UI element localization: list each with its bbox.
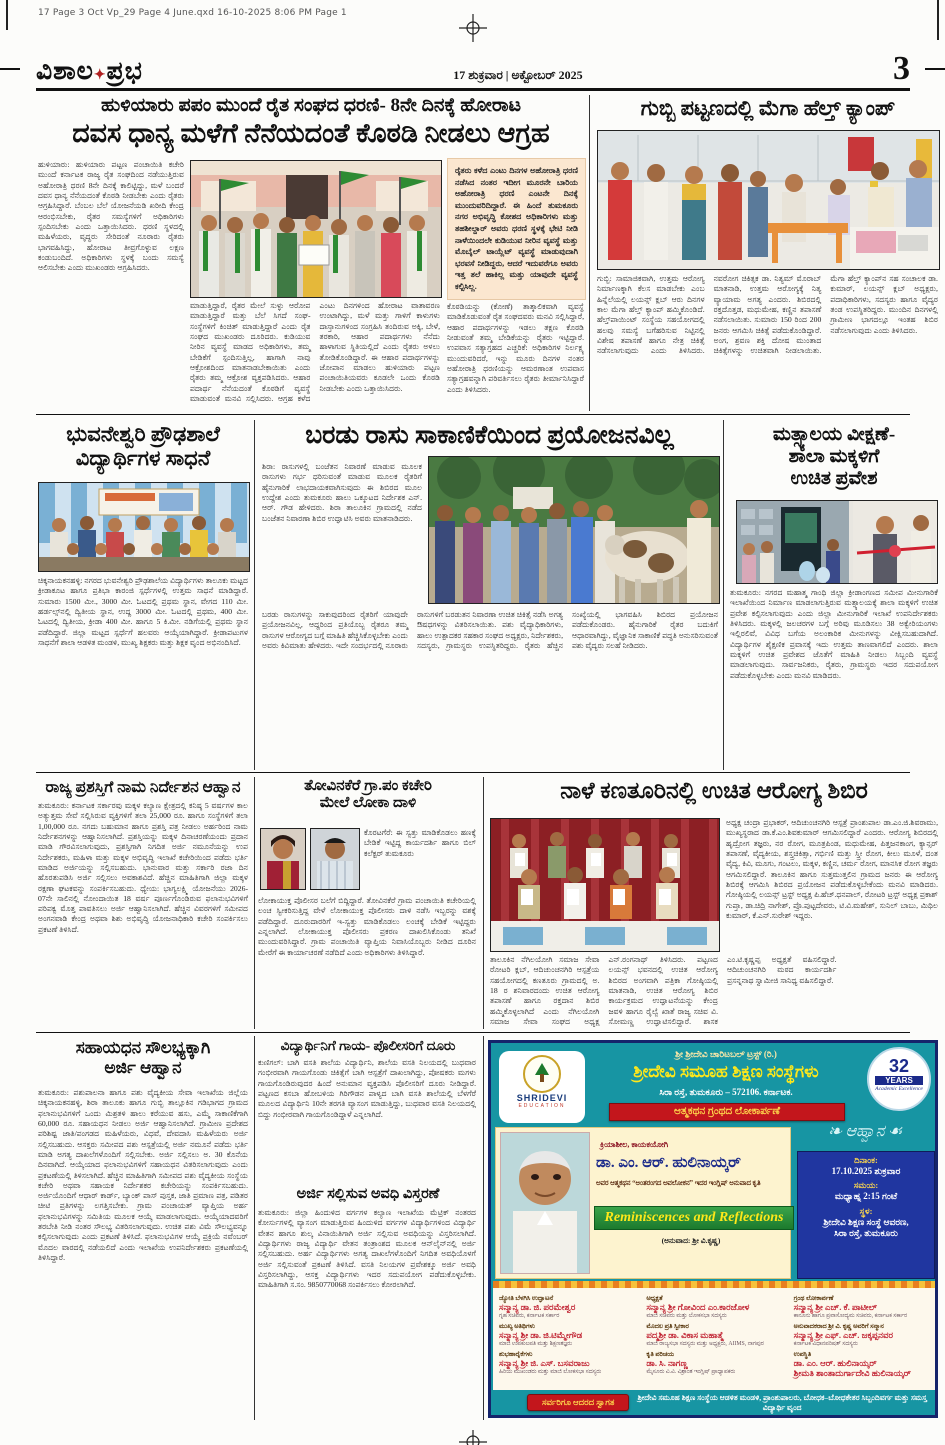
guest-name: ಸನ್ಮಾನ್ಯ ಶ್ರೀ ಎಫ್. ಎಚ್. ಜಕ್ಕಪ್ಪನವರ bbox=[793, 1329, 894, 1340]
guest-column-2 bbox=[640, 1288, 787, 1390]
ad-ribbon-title: ಆತ್ಮಕಥನ ಗ್ರಂಥದ ಲೋಕಾರ್ಪಣೆ bbox=[609, 1103, 845, 1121]
award-headline: ರಾಜ್ಯ ಪ್ರಶಸ್ತಿಗೆ ನಾಮ ನಿರ್ದೇಶನ ಆಹ್ವಾನ bbox=[45, 779, 241, 796]
subsidy-headline-line2: ಅರ್ಜಿ ಆಹ್ವಾನ bbox=[104, 1057, 182, 1077]
guest-sub: ಮಾಜಿ ಸಚಿವರು ಮತ್ತು ಲೋಕಸಭಾ ಸದಸ್ಯರು bbox=[646, 1312, 727, 1319]
guest-role: ಕೃತಿ ಪರಿಚಯ bbox=[646, 1350, 675, 1358]
cattle-headline: ಬರಡು ರಾಸು ಸಾಕಾಣಿಕೆಯಿಂದ ಪ್ರಯೋಜನವಿಲ್ಲ bbox=[305, 422, 674, 449]
camp-photo-press-meet bbox=[490, 818, 720, 952]
subsidy-headline-line1: ಸಹಾಯಧನ ಸೌಲಭ್ಯಕ್ಕಾಗಿ bbox=[75, 1038, 211, 1057]
ad-invite-script: ಆಹ್ವಾನ bbox=[845, 1123, 885, 1140]
ad-org-name: ಶ್ರೀದೇವಿ ಸಮೂಹ ಶಿಕ್ಷಣ ಸಂಸ್ಥೆಗಳು bbox=[633, 1062, 819, 1081]
guest-name-2: ಶ್ರೀಮತಿ ಶಾಂತಾದುರ್ಗಾದೇವಿ ಹುಲಿನಾಯ್ಕರ್ bbox=[793, 1367, 912, 1378]
aquarium-headline-line1: ಮತ್ಸ್ಯಾಲಯ ವೀಕ್ಷಣೆ- bbox=[772, 424, 896, 445]
school-body: ಚಿಕ್ಕನಾಯಕನಹಳ್ಳಿ: ನಗರದ ಭುವನೇಶ್ವರಿ ಪ್ರೌಢಶಾಲೆಯ ವಿದ್ಯಾರ್ಥಿಗಳು ತಾಲೂಕು ಮಟ್ಟದ ಕ್ರೀಡಾಕೂಟ ಹಾಗೂ ಪ್ರತಿಭಾ ಕಾರಂಜಿ ಸ್ಪರ್ಧೆಗಳಲ್ಲಿ ಉತ್ತಮ ಸಾಧನೆ ಮಾಡಿದ್ದಾರೆ. ಸುಮಾರು 1500 ಮೀ., 3000 ಮೀ. ಓಟದಲ್ಲಿ ಪ್ರಥಮ ಸ್ಥಾನ, ವೇಗದ 110 ಮೀ. ಹರ್ಡಲ್ಸ್‌ನಲ್ಲಿ ದ್ವಿತೀಯ ಸ್ಥಾನ, ಉದ್ದ 3000 ಮೀ. ಓಟದಲ್ಲಿ ಪ್ರಥಮ, 400 ಮೀ. ಓಟದಲ್ಲಿ ದ್ವಿತೀಯ, ಕ್ರೀಡಾ 400 ಮೀ. ಹಾಗೂ 5 ಕಿ.ಮೀ. ನಡಿಗೆಯಲ್ಲಿ ಪ್ರಥಮ ಸ್ಥಾನ ಪಡೆದಿದ್ದಾರೆ. ಜಿಲ್ಲಾ ಮಟ್ಟದ ಸ್ಪರ್ಧೆಗೆ ಹಲವರು ಆಯ್ಕೆಯಾಗಿದ್ದಾರೆ. ಕ್ರೀಡಾಪಟುಗಳ ಸಾಧನೆಗೆ ಶಾಲಾ ಆಡಳಿತ ಮಂಡಳಿ, ಮುಖ್ಯ ಶಿಕ್ಷಕರು ಮತ್ತು ಶಿಕ್ಷಕ ವೃಂದ ಅಭಿನಂದಿಸಿದೆ. bbox=[38, 576, 248, 647]
aquarium-photo bbox=[736, 500, 938, 584]
aquarium-inauguration-illustration bbox=[737, 501, 937, 583]
guest-role: ಉಪಸ್ಥಿತಿ bbox=[793, 1350, 812, 1358]
badge-excellence: Academic Excellence bbox=[875, 1086, 923, 1092]
loka-portrait-accused-1 bbox=[260, 828, 306, 890]
gubbi-body: ಗುಬ್ಬಿ: ಸಾಮಾಜಿಕವಾಗಿ, ಉತ್ತಮ ಆರೋಗ್ಯ ನಿರ್ಮಾಣಕ್ಕಾಗಿ ಕೆಲಸ ಮಾಡಬೇಕು ಎಂಬ ಹಿನ್ನೆಲೆಯಲ್ಲಿ ಲಯನ್ಸ್ ಕ್ಲಬ್ ಆರು ದಿನಗಳ ಕಾಲ ಮೆಗಾ ಹೆಲ್ತ್ ಕ್ಯಾಂಪ್ ಹಮ್ಮಿಕೊಂಡಿದೆ. ಹೆಲ್ತ್‌ಪಾಯಿಂಟ್ ಸಂಸ್ಥೆಯ ಸಹಯೋಗದಲ್ಲಿ ಹಲವು ಸಮಸ್ಯೆ ಬಗೆಹರಿಸುವ ನಿಟ್ಟಿನಲ್ಲಿ ವಿಶೇಷ ತಪಾಸಣೆ ಹಾಗೂ ನೇತ್ರ ಚಿಕಿತ್ಸೆ ನಡೆಸಲಾಗುವುದು ಎಂದು ತಿಳಿಸಿದರು. ನವರೋಗ ಚಿಕಿತ್ಸಕ ಡಾ. ನಿತ್ಯಮ್ ಮೊರಾಬ್ ಮಾತನಾಡಿ, ಉತ್ತಮ ಆರೋಗ್ಯಕ್ಕೆ ನಿತ್ಯ ವ್ಯಾಯಾಮ ಅಗತ್ಯ ಎಂದರು. ಶಿಬಿರದಲ್ಲಿ ರಕ್ತದೊತ್ತಡ, ಮಧುಮೇಹ, ಕಣ್ಣಿನ ತಪಾಸಣೆ ನಡೆಸಲಾಯಿತು. ಸುಮಾರು 150 ರಿಂದ 200 ಜನರು ಆಗಮಿಸಿ ಚಿಕಿತ್ಸೆ ಪಡೆದುಕೊಂಡಿದ್ದಾರೆ. ಅಂಗ, ಶ್ರವಣ ಶಕ್ತಿ ದೋಷ ಮುಂತಾದ ಚಿಕಿತ್ಸೆಗಳನ್ನು ಉಚಿತವಾಗಿ ನೀಡಲಾಯಿತು. ಮೆಗಾ ಹೆಲ್ತ್ ಕ್ಯಾಂಪ್‌ನ ಸಹ ಸಂಚಾಲಕ ಡಾ. ಕುಮಾರ್, ಲಯನ್ಸ್ ಕ್ಲಬ್ ಅಧ್ಯಕ್ಷರು, ಪದಾಧಿಕಾರಿಗಳು, ಸದಸ್ಯರು ಹಾಗೂ ವೈದ್ಯರ ತಂಡ ಉಪಸ್ಥಿತರಿದ್ದರು. ಮುಂದಿನ ದಿನಗಳಲ್ಲಿ ಗ್ರಾಮೀಣ ಭಾಗದಲ್ಲೂ ಇಂತಹ ಶಿಬಿರ ನಡೆಸಲಾಗುವುದು ಎಂದು ತಿಳಿಸಿದರು. bbox=[597, 274, 938, 356]
divider-band4-right bbox=[483, 1036, 484, 1420]
ad-32-years-badge bbox=[867, 1047, 931, 1111]
cattle-photo-camp bbox=[428, 456, 720, 604]
camp-col-c: ಅಧ್ಯಕ್ಷ ಚಂದ್ರಾ ಪ್ರಭಾಕರ್, ಆದಿಚುಂಚನಗಿರಿ ಆಸ್ಪತ್ರೆ ಪ್ರಾಂಶುಪಾಲ ಡಾ.ಎಂ.ಜಿ.ಶಿವರಾಮು, ಮುಖ್ಯಸ್ಥರಾದ ಡಾ.ಕೆ.ಎಂ.ಶಿವಕುಮಾರ್ ಆಗಮಿಸಲಿದ್ದಾರೆ ಎಂದರು. ಆರೋಗ್ಯ ಶಿಬಿರದಲ್ಲಿ ಹೃದ್ರೋಗ ತಜ್ಞರು, ನರ ರೋಗ, ಮೂತ್ರಪಿಂಡ, ಮಧುಮೇಹ, ಪಿತ್ತಜನಕಾಂಗ, ಕ್ಯಾನ್ಸರ್ ತಪಾಸಣೆ, ವೈದ್ಯಕೀಯ, ಶಸ್ತ್ರಚಿಕಿತ್ಸಾ, ಗರ್ಭಿಣಿ ಮತ್ತು ಸ್ತ್ರೀ ರೋಗ, ಕೀಲು ಮೂಳೆ, ದಂತ ವೈದ್ಯ, ಕಿವಿ, ಮೂಗು, ಗಂಟಲು, ಮಕ್ಕಳ, ಕಣ್ಣಿನ, ಚರ್ಮ ರೋಗ, ಮಾನಸಿಕ ರೋಗ ತಜ್ಞರು ಆಗಮಿಸಲಿದ್ದಾರೆ. ತಾಲೂಕಿನ ಹಾಗೂ ಸುತ್ತಮುತ್ತಲಿನ ಗ್ರಾಮದ ಜನರು ಈ ಆರೋಗ್ಯ ಶಿಬಿರಕ್ಕೆ ಆಗಮಿಸಿ ಶಿಬಿರದ ಪ್ರಯೋಜನ ಪಡೆದುಕೊಳ್ಳಬೇಕೆಂದು ಮನವಿ ಮಾಡಿದರು. ಗೋಷ್ಠಿಯಲ್ಲಿ ಲಯನ್ಸ್ ಟ್ರಸ್ಟ್ ಅಧ್ಯಕ್ಷ ಪಿ.ಹೆಚ್.ಧನಪಾಲ್, ರೋಟರಿ ಟ್ರಸ್ಟ್ ಅಧ್ಯಕ್ಷ ಪ್ರಕಾಶ್ ಗುಪ್ತಾ, ಡಾ.ಚಿದ್ರಿ ನಾಗೇಶ್, ಪ್ರೊ.ಪುಟ್ಟದೇವರು, ಟಿ.ವಿ.ಮಹೇಶ್, ಸುನಿಲ್ ಬಾಬು, ಮಿಥಿಲ ಕುಮಾರ್, ಕೆ.ಎನ್.ಸುರೇಶ್ ಇದ್ದರು. bbox=[726, 818, 938, 920]
ad-decorative-strip bbox=[493, 1281, 935, 1288]
guest-sub: ಮಾಜಿ ಉಪಕುಲಪತಿ ಮತ್ತು ಶಿಕ್ಷಣತಜ್ಞರು bbox=[499, 1340, 573, 1347]
extension-body: ತುಮಕೂರು: ಜಿಲ್ಲಾ ಹಿಂದುಳಿದ ವರ್ಗಗಳ ಕಲ್ಯಾಣ ಇಲಾಖೆಯ ಮೆಟ್ರಿಕ್ ನಂತರದ ಕೋರ್ಸುಗಳಲ್ಲಿ ವ್ಯಾಸಂಗ ಮಾಡುತ್ತಿರುವ ಹಿಂದುಳಿದ ವರ್ಗಗಳ ವಿದ್ಯಾರ್ಥಿಗಳಿಂದ ವಿದ್ಯಾರ್ಥಿ ವೇತನ ಹಾಗೂ ಶುಲ್ಕ ವಿನಾಯಿತಿಗಾಗಿ ಅರ್ಜಿ ಸಲ್ಲಿಸುವ ಅವಧಿಯನ್ನು ವಿಸ್ತರಿಸಲಾಗಿದೆ. ವಿದ್ಯಾರ್ಥಿಗಳು ರಾಜ್ಯ ವಿದ್ಯಾರ್ಥಿ ವೇತನ ತಂತ್ರಾಂಶದ ಮೂಲಕ ಆನ್‌ಲೈನ್‌ನಲ್ಲಿ ಅರ್ಜಿ ಸಲ್ಲಿಸಬಹುದು. ಅರ್ಹ ವಿದ್ಯಾರ್ಥಿಗಳು ಅಗತ್ಯ ದಾಖಲೆಗಳೊಂದಿಗೆ ನಿಗದಿತ ಅವಧಿಯೊಳಗೆ ಅರ್ಜಿ ಸಲ್ಲಿಸುವಂತೆ ಪ್ರಕಟಣೆ ತಿಳಿಸಿದೆ. ವಸತಿ ನಿಲಯಗಳ ಪ್ರವೇಶಕ್ಕೂ ಅರ್ಜಿ ಅವಧಿ ವಿಸ್ತರಿಸಲಾಗಿದ್ದು, ಆಸಕ್ತ ವಿದ್ಯಾರ್ಥಿಗಳು ಇದರ ಸದುಪಯೋಗ ಪಡೆದುಕೊಳ್ಳಬೇಕು. ಮಾಹಿತಿಗಾಗಿ ಸ.ಸಂ. 9850770068 ಸಂಪರ್ಕಿಸಲು ಕೋರಲಾಗಿದೆ. bbox=[258, 1208, 476, 1290]
ad-schedule-panel bbox=[797, 1151, 935, 1279]
loka-headline-line2: ಮೇಲೆ ಲೋಕಾ ದಾಳಿ bbox=[319, 795, 417, 812]
students-achievement-illustration bbox=[39, 483, 249, 571]
school-photo-students bbox=[38, 482, 250, 572]
main-col1: ಹುಳಿಯಾರು: ಹುಳಿಯಾರು ಪಟ್ಟಣ ಪಂಚಾಯಿತಿ ಕಚೇರಿ ಮುಂದೆ ಕರ್ನಾಟಕ ರಾಜ್ಯ ರೈತ ಸಂಘದಿಂದ ನಡೆಯುತ್ತಿರುವ ಅಹೋರಾತ್ರಿ ಧರಣಿ 8ನೇ ದಿನಕ್ಕೆ ಕಾಲಿಟ್ಟಿದ್ದು, ಮಳೆ ಬಂದರೆ ದವಸ ಧಾನ್ಯ ನೆನೆಯದಂತೆ ಕೊಠಡಿ ನೀಡಬೇಕು ಎಂದು ರೈತರು ಆಗ್ರಹಿಸಿದ್ದಾರೆ. ಬೆಂಬಲ ಬೆಲೆ ಯೋಜನೆಯಡಿ ಖರೀದಿ ಕೇಂದ್ರ ಆರಂಭಿಸಬೇಕು, ರೈತರ ಸಮಸ್ಯೆಗಳಿಗೆ ಅಧಿಕಾರಿಗಳು ಸ್ಪಂದಿಸಬೇಕು ಎಂದು ಒತ್ತಾಯಿಸಿದರು. ಧರಣಿ ಸ್ಥಳದಲ್ಲಿ ಮಹಿಳೆಯರು, ವೃದ್ಧರು ಸೇರಿದಂತೆ ನೂರಾರು ರೈತರು ಭಾಗವಹಿಸಿದ್ದು, ಹೋರಾಟ ತೀವ್ರಗೊಳ್ಳುವ ಲಕ್ಷಣ ಕಂಡುಬಂದಿದೆ. ಅಧಿಕಾರಿಗಳು ಸ್ಥಳಕ್ಕೆ ಬಂದು ಸಮಸ್ಯೆ ಆಲಿಸಬೇಕು ಎಂದು ಮುಖಂಡರು ಆಗ್ರಹಿಸಿದರು. bbox=[38, 160, 184, 273]
guest-role: ಮುಖ್ಯ ಅತಿಥಿಗಳು bbox=[499, 1322, 535, 1330]
guest-sub: ಕರ್ನಾಟಕ ವಿಧಾನಪರಿಷತ್ ಸದಸ್ಯರು bbox=[793, 1340, 858, 1347]
aquarium-headline-line2: ಶಾಲಾ ಮಕ್ಕಳಿಗೆ bbox=[788, 445, 880, 467]
flourish-icon-2: ☙ bbox=[884, 1123, 902, 1140]
injury-body: ಕುಣಿಗಲ್: ಬಾಗಿ ವಸತಿ ಶಾಲೆಯ ವಿದ್ಯಾರ್ಥಿನಿ, ಶಾಲೆಯ ವಸತಿ ನಿಲಯದಲ್ಲಿ ಬುಧವಾರ ಗಂಭೀರವಾಗಿ ಗಾಯಗೊಂಡು ಚಿಕಿತ್ಸೆಗೆ ಬಾಗಿ ಆಸ್ಪತ್ರೆಗೆ ದಾಖಲಾಗಿದ್ದು, ಪೋಷಕರು ಮಗಳು ಗಾಯಗೊಂಡಿರುವುದರ ಹಿಂದೆ ಅನುಮಾನ ವ್ಯಕ್ತಪಡಿಸಿ ಪೊಲೀಸರಿಗೆ ದೂರು ನೀಡಿದ್ದಾರೆ. ಪಟ್ಟಣದ ಕಸಬಾ ಹೋಬಳಿಯ ಗಿರಿಗೌಡನ ಪಾಳ್ಯದ ಬಾಗಿ ವಸತಿ ಶಾಲೆಯಲ್ಲಿ ಬೆಳಗೆರೆ ಮೂಲದ ವಿದ್ಯಾರ್ಥಿನಿ 10ನೇ ತರಗತಿ ವ್ಯಾಸಂಗ ಮಾಡುತ್ತಿದ್ದು, ಬುಧವಾರ ವಸತಿ ನಿಲಯದಲ್ಲಿ ಬಿದ್ದು ಗಂಭೀರವಾಗಿ ಗಾಯಗೊಂಡಿದ್ದಾಳೆ ಎನ್ನಲಾಗಿದೆ. bbox=[258, 1058, 476, 1119]
guest-sub: ಮಾಜಿ ರಾಜ್ಯಸಭಾ ಸದಸ್ಯರು ಮತ್ತು ಅಧ್ಯಕ್ಷರು, AIIMS, ನಾಗಪುರ bbox=[646, 1340, 764, 1347]
masthead-date: 17 ಶುಕ್ರವಾರ | ಅಕ್ಟೋಬರ್ 2025 bbox=[453, 68, 583, 82]
crop-mark-left bbox=[0, 68, 20, 70]
ad-welcome-text: ಶ್ರೀದೇವಿ ಸಮೂಹ ಶಿಕ್ಷಣ ಸಂಸ್ಥೆಯ ಆಡಳಿತ ಮಂಡಳಿ, ಪ್ರಾಂಶುಪಾಲರು, ಬೋಧಕ–ಬೋಧಕೇತರ ಸಿಬ್ಬಂದಿವರ್ಗ ಮತ್ತು ಸಮಸ್ತ ವಿದ್ಯಾರ್ಥಿ ವೃಂದ bbox=[637, 1392, 927, 1412]
ad-guest-list bbox=[493, 1288, 935, 1390]
loka-headline-line1: ತೋವಿನಕೆರೆ ಗ್ರಾ.ಪಂ ಕಚೇರಿ bbox=[304, 778, 432, 794]
guest-sub: ಹಿರಿಯ ಮುಖಂಡರು ಮತ್ತು ಮಾಜಿ ಲೋಕಸಭಾ ಸದಸ್ಯರು bbox=[499, 1368, 602, 1375]
guest-name: ಡಾ. ಎಂ. ಆರ್. ಹುಲಿನಾಯ್ಕರ್ bbox=[793, 1357, 877, 1368]
band3-bottom-rule bbox=[36, 1032, 910, 1033]
ad-time-value: ಮಧ್ಯಾಹ್ನ 2:15 ಗಂಟೆ bbox=[834, 1191, 898, 1202]
guest-name: ಸನ್ಮಾನ್ಯ ಶ್ರೀ ಡಾ. ಜಿ.ಟಿಮ್ಮೇಗೌಡ bbox=[499, 1329, 583, 1340]
guest-name: ಸನ್ಮಾನ್ಯ ಶ್ರೀ ಜಿ. ಎಸ್. ಬಸವರಾಜು bbox=[499, 1357, 590, 1368]
accused-woman-portrait bbox=[261, 829, 305, 889]
camp-cols-ab bbox=[490, 955, 837, 1029]
guest-role: ಅಧ್ಯಕ್ಷತೆ bbox=[646, 1295, 663, 1302]
ad-place-value2: ಸಿರಾ ರಸ್ತೆ, ತುಮಕೂರು bbox=[834, 1227, 898, 1238]
ad-translator: (ಅನುವಾದ: ಶ್ರೀ ವಿ.ಕೃಷ್ಣ) bbox=[661, 1236, 721, 1245]
shridevi-logo-name: SHRIDEVI bbox=[516, 1093, 568, 1103]
main-photo-farmers-protest bbox=[190, 160, 442, 298]
crop-mark-top-left bbox=[6, 0, 8, 30]
school-headline bbox=[36, 422, 250, 470]
ad-honoree-photo bbox=[500, 1132, 590, 1274]
school-headline-line1: ಭುವನೇಶ್ವರಿ ಪ್ರೌಢಶಾಲೆ bbox=[66, 422, 220, 446]
aquarium-headline-line3: ಉಚಿತ ಪ್ರವೇಶ bbox=[790, 467, 878, 489]
injury-headline: ವಿದ್ಯಾರ್ಥಿನಿಗೆ ಗಾಯ- ಪೊಲೀಸರಿಗೆ ದೂರು bbox=[280, 1038, 456, 1053]
guest-role: ಜ್ಯೋತಿ ಬೆಳಗಿಸಿ ಉದ್ಘಾಟನೆ bbox=[499, 1295, 554, 1302]
guest-name: ಸನ್ಮಾನ್ಯ ಶ್ರೀ ಎಚ್. ಕೆ. ಪಾಟೀಲ್ bbox=[793, 1302, 877, 1312]
honoree-portrait-illustration bbox=[501, 1133, 589, 1273]
ad-book-line: ಅವರ ಆತ್ಮಕಥನ “ಅಂತರಂಗದ ಅವಲೋಕನ” ಇದರ ಇಂಗ್ಲಿಷ್ ಅನುವಾದ ಕೃತಿ bbox=[596, 1180, 761, 1187]
accused-man-portrait bbox=[311, 829, 359, 889]
guest-sub: ಕಾನೂನು ಹಾಗೂ ಪ್ರವಾಸೋದ್ಯಮ ಸಚಿವರು, ಕರ್ನಾಟಕ ಸರ್ಕಾರ bbox=[793, 1312, 908, 1319]
divider-band2-left bbox=[254, 420, 255, 770]
ad-address: ಸಿರಾ ರಸ್ತೆ, ತುಮಕೂರು – 572106. ಕರ್ನಾಟಕ. bbox=[659, 1087, 793, 1097]
ad-invite-flourish bbox=[797, 1123, 933, 1141]
ad-time-label: ಸಮಯ: bbox=[853, 1180, 879, 1191]
main-col23 bbox=[190, 301, 440, 409]
main-highlight-box: ರೈತರು ಕಳೆದ ಎಂಟು ದಿನಗಳ ಅಹೋರಾತ್ರಿ ಧರಣಿ ನಡೆಸಿದ ನಂತರ ಇದೀಗ ಮೂರನೇ ಬಾರಿಯ ಅಹೋರಾತ್ರಿ ಧರಣಿ ಎಂಟನೇ ದಿನಕ್ಕೆ ಮುಂದುವರಿದಿದ್ದಾರೆ. ಈ ಹಿಂದೆ ತುಮಕೂರು ನಗರ ಅಭಿವೃದ್ಧಿ ಕೋಶದ ಅಧಿಕಾರಿಗಳು ಮತ್ತು ತಹಶೀಲ್ದಾರ್ ಅವರು ಧರಣಿ ಸ್ಥಳಕ್ಕೆ ಭೇಟಿ ನೀಡಿ ನಾಳೆಯಿಂದಲೇ ಕುಡಿಯುವ ನೀರಿನ ವ್ಯವಸ್ಥೆ ಮತ್ತು ಮೊಬೈಲ್ ಟಾಯ್ಲೆಟ್ ವ್ಯವಸ್ಥೆ ಮಾಡುವುದಾಗಿ ಭರವಸೆ ನೀಡಿದ್ದರು, ಆದರೆ ಇದುವರೆಗೂ ಅವರು ಇತ್ತ ತಲೆ ಹಾಕಿಲ್ಲ ಮತ್ತು ಯಾವುದೇ ವ್ಯವಸ್ಥೆ ಕಲ್ಪಿಸಿಲ್ಲ. bbox=[447, 158, 586, 300]
ad-trust-line: ಶ್ರೀ ಶ್ರೀದೇವಿ ಚಾರಿಟಬಲ್ ಟ್ರಸ್ಟ್ (ರಿ.) bbox=[675, 1049, 777, 1059]
shridevi-logo-sub: EDUCATION bbox=[518, 1103, 566, 1109]
badge-32: 32 bbox=[888, 1056, 910, 1076]
guest-role: ಅನುವಾದಕರಾದ ಶ್ರೀ ವಿ. ಕೃಷ್ಣ ಅವರಿಗೆ ಸನ್ಮಾನ bbox=[793, 1322, 884, 1330]
masthead-rule bbox=[36, 88, 910, 91]
registration-mark-top bbox=[459, 14, 487, 42]
band2-bottom-rule bbox=[36, 772, 910, 773]
subsidy-body: ತುಮಕೂರು: ಪಶುಪಾಲನಾ ಹಾಗೂ ಪಶು ವೈದ್ಯಕೀಯ ಸೇವಾ ಇಲಾಖೆಯ ಜಿಲ್ಲೆಯ ಚಿಕ್ಕನಾಯಕನಹಳ್ಳಿ, ಶಿರಾ ತಾಲೂಕು ಹಾಗೂ ಗುಬ್ಬಿ ತಾಲ್ಲೂಕಿನ ಗಡಿಭಾಗದ ಗ್ರಾಮದ ಫಲಾನುಭವಿಗಳಿಗೆ ಒಂದು ಮಿಶ್ರತಳಿ ಹಾಲು ಕರೆಯುವ ಹಸು, ಎಮ್ಮೆ ಸಾಕಾಣಿಕೆಗಾಗಿ 60,000 ರೂ. ಸಹಾಯಧನ ನೀಡಲು ಅರ್ಜಿ ಆಹ್ವಾನಿಸಲಾಗಿದೆ. ಗ್ರಾಮೀಣ ಪ್ರದೇಶದ ಪರಿಶಿಷ್ಟ ಜಾತಿ/ಪಂಗಡದ ಮಹಿಳೆಯರು, ವಿಧವೆ, ದೇವದಾಸಿ ಮಹಿಳೆಯರು ಅರ್ಜಿ ಸಲ್ಲಿಸಬಹುದು. ಆಸಕ್ತರು ಸಮೀಪದ ಪಶು ಆಸ್ಪತ್ರೆಯಲ್ಲಿ ಅರ್ಜಿ ನಮೂನೆ ಪಡೆದು ಭರ್ತಿ ಮಾಡಿ ಅಗತ್ಯ ದಾಖಲೆಗಳೊಂದಿಗೆ ಸಲ್ಲಿಸಬೇಕು. ಅರ್ಜಿ ಸಲ್ಲಿಸಲು ಅ. 30 ಕೊನೆಯ ದಿನವಾಗಿದೆ. ಆಯ್ಕೆಯಾದ ಫಲಾನುಭವಿಗಳಿಗೆ ಸಹಾಯಧನ ವಿತರಿಸಲಾಗುವುದು ಎಂದು ಪ್ರಕಟಣೆಯಲ್ಲಿ ತಿಳಿಸಲಾಗಿದೆ. ಹೆಚ್ಚಿನ ಮಾಹಿತಿಗಾಗಿ ಸಮೀಪದ ಪಶು ವೈದ್ಯಕೀಯ ಸಂಸ್ಥೆಯ ಕಚೇರಿ ಅಥವಾ ಸಹಾಯಕ ನಿರ್ದೇಶಕರ ಕಚೇರಿಯನ್ನು ಸಂಪರ್ಕಿಸಬಹುದು. ಅರ್ಜಿಯೊಂದಿಗೆ ಆಧಾರ್ ಕಾರ್ಡ್, ಬ್ಯಾಂಕ್ ಪಾಸ್ ಪುಸ್ತಕ, ಜಾತಿ ಪ್ರಮಾಣ ಪತ್ರ, ಪಡಿತರ ಚೀಟಿ ಪ್ರತಿಗಳನ್ನು ಲಗತ್ತಿಸಬೇಕು. ಗ್ರಾಮ ಪಂಚಾಯತ್ ವ್ಯಾಪ್ತಿಯ ಅರ್ಹ ಫಲಾನುಭವಿಗಳನ್ನು ಸಮಿತಿಯ ಮೂಲಕ ಆಯ್ಕೆ ಮಾಡಲಾಗುವುದು. ಆಯ್ಕೆಯಾದವರಿಗೆ ತರಬೇತಿ ನೀಡಿ ನಂತರ ಸೌಲಭ್ಯ ವಿತರಿಸಲಾಗುವುದು. ಉಚಿತ ಪಶು ವಿಮೆ ಸೌಲಭ್ಯವನ್ನೂ ಕಲ್ಪಿಸಲಾಗುವುದು ಎಂದು ಪ್ರಕಟಣೆ ತಿಳಿಸಿದೆ. ಫಲಾನುಭವಿಗಳ ಆಯ್ಕೆ ಪ್ರಕ್ರಿಯೆ ನವೆಂಬರ್ ಮೊದಲ ವಾರದಲ್ಲಿ ನಡೆಯಲಿದೆ ಎಂದು ಇಲಾಖೆಯ ಉಪನಿರ್ದೇಶಕರು ಪ್ರಕಟಣೆಯಲ್ಲಿ ತಿಳಿಸಿದ್ದಾರೆ. bbox=[38, 1088, 248, 1262]
gubbi-photo-health-camp bbox=[597, 130, 940, 270]
ad-honoree-name: ಡಾ. ಎಂ. ಆರ್. ಹುಲಿನಾಯ್ಕರ್ bbox=[596, 1155, 741, 1171]
masthead-ornament-icon: ✦ bbox=[93, 68, 107, 83]
main-headline: ದವಸ ಧಾನ್ಯ ಮಳೆಗೆ ನೆನೆಯದಂತೆ ಕೊಠಡಿ ನೀಡಲು ಆಗ್ರಹ bbox=[72, 118, 550, 148]
loka-portrait-accused-2 bbox=[310, 828, 360, 890]
main-col2-text: ಮಾಡುತ್ತಿದ್ದಾರೆ, ರೈತರ ಮೇಲೆ ಸುಳ್ಳು ಆರೋಪ ಮಾಡುತ್ತಿದ್ದಾರೆ ಮತ್ತು ಬೆಲೆ ಸಿಗದೆ ಸಂಘ- ಸಂಸ್ಥೆಗಳಿಗೆ ಕಿಂಚಿತ್ ಮಾಡುತ್ತಿದ್ದಾರೆ ಎಂದು ರೈತ ಸಂಘದ ಮುಖಂಡರು ದೂರಿದರು. ಕುಡಿಯುವ ನೀರಿನ ವ್ಯವಸ್ಥೆ ಮಾಡದ ಅಧಿಕಾರಿಗಳು, ತಮ್ಮ ಬೇಡಿಕೆಗೆ ಸ್ಪಂದಿಸುತ್ತಿಲ್ಲ, ಹಾಗಾಗಿ ನಾವು ಆಕ್ರೋಶದಿಂದ ಮಾತನಾಡಬೇಕಾಯಿತು ಎಂದು ರೈತರು ತಮ್ಮ ಆಕ್ರೋಶ ವ್ಯಕ್ತಪಡಿಸಿದರು. ಆಹಾರ ಪದಾರ್ಥ ನೆನೆಯದಂತೆ ಕೊಠಡಿಗೆ ವ್ಯವಸ್ಥೆ ಮಾಡುವಂತೆ ಮನವಿ ಸಲ್ಲಿಸಿದರು. bbox=[190, 301, 311, 403]
ad-place-value1: ಶ್ರೀದೇವಿ ಶಿಕ್ಷಣ ಸಂಸ್ಥೆ ಆವರಣ, bbox=[823, 1216, 909, 1227]
ad-date-label: ದಿನಾಂಕ: bbox=[854, 1155, 878, 1165]
health-camp-illustration bbox=[598, 131, 939, 269]
main-col4: ಕೊಠಡಿಯನ್ನು (ಕೋಣೆ) ತಾತ್ಕಾಲಿಕವಾಗಿ ವ್ಯವಸ್ಥೆ ಮಾಡಿಕೊಡುವಂತೆ ರೈತ ಸಂಘದವರು ಮನವಿ ಸಲ್ಲಿಸಿದ್ದಾರೆ, ಆಹಾರ ಪದಾರ್ಥಗಳನ್ನು ಇಡಲು ತಕ್ಷಣ ಕೊಠಡಿ ನೀಡುವಂತೆ ತಮ್ಮ ಬೇಡಿಕೆಯನ್ನು ರೈತರು ಇಟ್ಟಿದ್ದಾರೆ. ಉಪವಾಸ ಸತ್ಯಾಗ್ರಹದ ಎಚ್ಚರಿಕೆ: ಅಧಿಕಾರಿಗಳ ನಿರ್ಲಕ್ಷ್ಯ ಮುಂದುವರಿದರೆ, ಇನ್ನು ಮೂರು ದಿನಗಳ ನಂತರ ಅಹೋರಾತ್ರಿ ಧರಣಿಯನ್ನು ಆಮರಣಾಂತ ಉಪವಾಸ ಸತ್ಯಾಗ್ರಹವನ್ನಾಗಿ ಪರಿವರ್ತಿಸಲು ರೈತರು ತೀರ್ಮಾನಿಸಿದ್ದಾರೆ ಎಂದು ತಿಳಿಸಿದರು. bbox=[447, 302, 584, 394]
cattle-body: ಬರಡು ರಾಸುಗಳನ್ನು ಸಾಕುವುದರಿಂದ ರೈತರಿಗೆ ಯಾವುದೇ ಪ್ರಯೋಜನವಿಲ್ಲ, ಆದ್ದರಿಂದ ಪ್ರತಿಯೊಬ್ಬ ರೈತರೂ ತಮ್ಮ ರಾಸುಗಳ ಆರೋಗ್ಯದ ಬಗ್ಗೆ ಮಾಹಿತಿ ಹೆಚ್ಚಿಸಿಕೊಳ್ಳಬೇಕು ಎಂದು ಅವರು ಕಿವಿಮಾತು ಹೇಳಿದರು. ಇದೇ ಸಂದರ್ಭದಲ್ಲಿ ನೂರಾರು ರಾಸುಗಳಿಗೆ ಬರಡುತನ ನಿವಾರಣಾ ಉಚಿತ ಚಿಕಿತ್ಸೆ ನಡೆಸಿ ಅಗತ್ಯ ಔಷಧಗಳನ್ನು ವಿತರಿಸಲಾಯಿತು. ಪಶು ವೈದ್ಯಾಧಿಕಾರಿಗಳು, ಹಾಲು ಉತ್ಪಾದಕರ ಸಹಕಾರ ಸಂಘದ ಅಧ್ಯಕ್ಷರು, ನಿರ್ದೇಶಕರು, ಸದಸ್ಯರು, ಗ್ರಾಮಸ್ಥರು ಉಪಸ್ಥಿತರಿದ್ದರು. ರೈತರು ಹೆಚ್ಚಿನ ಸಂಖ್ಯೆಯಲ್ಲಿ ಭಾಗವಹಿಸಿ ಶಿಬಿರದ ಪ್ರಯೋಜನ ಪಡೆದುಕೊಂಡರು. ಹೈನುಗಾರಿಕೆ ರೈತರ ಬದುಕಿಗೆ ಆಧಾರವಾಗಿದ್ದು, ವೈಜ್ಞಾನಿಕ ಸಾಕಾಣಿಕೆ ಪದ್ಧತಿ ಅನುಸರಿಸುವಂತೆ ಪಶು ವೈದ್ಯರು ಸಲಹೆ ನೀಡಿದರು. bbox=[262, 610, 718, 650]
cattle-intro: ಶಿರಾ: ರಾಸುಗಳಲ್ಲಿ ಬಂಜೆತನ ನಿವಾರಣೆ ಮಾಡುವ ಮೂಲಕ ರಾಸುಗಳು ಗರ್ಭ ಧರಿಸುವಂತೆ ಮಾಡುವ ಮೂಲಕ ರೈತರಿಗೆ ಹೈನುಗಾರಿಕೆ ಲಾಭದಾಯಕವಾಗಿಸುವುದು ಈ ಶಿಬಿರದ ಮೂಲ ಉದ್ದೇಶ ಎಂದು ತುಮಕೂರು ಹಾಲು ಒಕ್ಕೂಟದ ನಿರ್ದೇಶಕ ಎನ್. ಆರ್. ಗೌಡ ಹೇಳಿದರು. ಶಿರಾ ತಾಲೂಕಿನ ಗ್ರಾಮದಲ್ಲಿ ನಡೆದ ಬಂಜೆತನ ನಿವಾರಣಾ ಶಿಬಿರ ಉದ್ಘಾಟಿಸಿ ಅವರು ಮಾತನಾಡಿದರು. bbox=[262, 462, 422, 523]
badge-years: YEARS bbox=[875, 1076, 923, 1085]
divider-band2-right bbox=[723, 420, 724, 770]
guest-sub: ಮೈಸೂರು ವಿ.ವಿ. ವಿಶ್ರಾಂತ ಇಂಗ್ಲಿಷ್ ಪ್ರಾಧ್ಯಾಪಕರು bbox=[646, 1368, 736, 1375]
press-meet-illustration bbox=[491, 819, 719, 951]
guest-sub: ಗೃಹ ಸಚಿವರು, ಕರ್ನಾಟಕ ಸರ್ಕಾರ bbox=[499, 1312, 560, 1319]
guest-role: ಮೊದಲ ಪ್ರತಿ ಸ್ವೀಕಾರ bbox=[646, 1322, 689, 1330]
masthead-logo bbox=[36, 58, 143, 86]
guest-name: ಪದ್ಮಶ್ರೀ ಡಾ. ವಿಕಾಸ ಮಹಾತ್ಮೆ bbox=[646, 1329, 724, 1340]
subsidy-headline bbox=[36, 1038, 250, 1077]
guest-column-3 bbox=[788, 1288, 935, 1390]
guest-name: ಸನ್ಮಾನ್ಯ ಡಾ. ಜಿ. ಪರಮೇಶ್ವರ bbox=[499, 1302, 576, 1312]
loka-body: ಲೋಕಾಯುಕ್ತ ಪೊಲೀಸರ ಬಲೆಗೆ ಬಿದ್ದಿದ್ದಾರೆ. ತೋವಿನಕೆರೆ ಗ್ರಾಮ ಪಂಚಾಯಿತಿ ಕಚೇರಿಯಲ್ಲಿ ಲಂಚ ಸ್ವೀಕರಿಸುತ್ತಿದ್ದ ವೇಳೆ ಲೋಕಾಯುಕ್ತ ಪೊಲೀಸರು ದಾಳಿ ನಡೆಸಿ ಇಬ್ಬರನ್ನು ವಶಕ್ಕೆ ಪಡೆದಿದ್ದಾರೆ. ದೂರುದಾರರಿಗೆ ಇ-ಸ್ವತ್ತು ಮಾಡಿಕೊಡಲು ಲಂಚಕ್ಕೆ ಬೇಡಿಕೆ ಇಟ್ಟಿದ್ದರು ಎನ್ನಲಾಗಿದೆ. ಲೋಕಾಯುಕ್ತ ಪೊಲೀಸರು ಪ್ರಕರಣ ದಾಖಲಿಸಿಕೊಂಡು ತನಿಖೆ ಮುಂದುವರಿಸಿದ್ದಾರೆ. ಗ್ರಾಮ ಪಂಚಾಯಿತಿ ವ್ಯಾಪ್ತಿಯ ನಿವಾಸಿಯೊಬ್ಬರು ನೀಡಿದ ದೂರಿನ ಮೇರೆಗೆ ಈ ಕಾರ್ಯಾಚರಣೆ ನಡೆದಿದೆ ಎಂದು ಅಧಿಕಾರಿಗಳು ತಿಳಿಸಿದ್ದಾರೆ. bbox=[258, 896, 476, 957]
divider-band3-left bbox=[254, 777, 255, 1029]
masthead-logo-right: ಪ್ರಭ bbox=[106, 58, 143, 85]
divider-band3-right bbox=[483, 777, 484, 1029]
crop-mark-right bbox=[925, 68, 945, 70]
shridevi-logo-tree-icon bbox=[523, 1055, 561, 1093]
main-col3-text: ಆಗ್ರಹ ಕಳೆದ ಎಂಟು ದಿನಗಳಿಂದ ಹೋರಾಟ ವಾತಾವರಣ ಉಂಟಾಗಿದ್ದು, ಮಳೆ ಮತ್ತು ಗಾಳಿಗೆ ಕಾಳುಗಳು ದಾಸ್ತಾನುಗಳಿಂದ ಸಂಗ್ರಹಿಸಿ ತಂದಿರುವ ಅಕ್ಕಿ, ಬೇಳೆ, ತರಕಾರಿ, ಆಹಾರ ಪದಾರ್ಥಗಳು ನೆನೆದು ಹಾಳಾಗುವ ಸ್ಥಿತಿಯಲ್ಲಿದೆ ಎಂದು ರೈತರು ಅಳಲು ತೋಡಿಕೊಂಡಿದ್ದಾರೆ. ಈ ಆಹಾರ ಪದಾರ್ಥಗಳನ್ನು ಜೋಪಾನ ಮಾಡಲು ಹುಳಿಯಾರು ಪಟ್ಟಣ ಪಂಚಾಯಿತಿಯವರು ಕೂಡಲೇ ಒಂದು ಕೊಠಡಿ ನೀಡಬೇಕು ಎಂದು ಒತ್ತಾಯಿಸಿದರು. bbox=[278, 301, 440, 403]
cattle-camp-illustration bbox=[429, 457, 719, 603]
aquarium-headline bbox=[728, 424, 940, 490]
guest-role: ಗ್ರಂಥ ಲೋಕಾರ್ಪಣೆ bbox=[793, 1295, 834, 1302]
ad-book-title: Reminiscences and Reflections bbox=[594, 1206, 794, 1230]
guest-name: ಸನ್ಮಾನ್ಯ ಶ್ರೀ ಗೋವಿಂದ ಎಂ.ಕಾರಜೋಳ bbox=[646, 1302, 750, 1312]
camp-col-a: ತಾಲೂಕಿನ ನೆಗಿಲಯೋಗಿ ಸಮಾಜ ಸೇವಾ ರೋಟರಿ ಕ್ಲಬ್, ಆದಿಚುಂಚನಗಿರಿ ಆಸ್ಪತ್ರೆಯ ಸಹಯೋಗದಲ್ಲಿ ಕಣತೂರು ಗ್ರಾಮದಲ್ಲಿ ಅ. 18 ರ ಶನಿವಾರದಂದು ಉಚಿತ ಆರೋಗ್ಯ ತಪಾಸಣೆ ಹಾಗೂ ರಕ್ತದಾನ ಶಿಬಿರ ಹಮ್ಮಿಕೊಳ್ಳಲಾಗಿದೆ ಎಂದು ನೆಗಿಲಯೋಗಿ ಸಮಾಜ ಸೇವಾ ಸಂಘದ ಅಧ್ಯಕ್ಷ ಎನ್.ರಂಗನಾಥ್ ತಿಳಿಸಿದರು. bbox=[490, 955, 686, 1026]
ad-honoree-tagline: ಕ್ರಿಯಾಶೀಲ, ಕಾಯಕಯೋಗಿ bbox=[600, 1140, 669, 1149]
gubbi-headline: ಗುಬ್ಬಿ ಪಟ್ಟಣದಲ್ಲಿ ಮೆಗಾ ಹೆಲ್ತ್ ಕ್ಯಾಂಪ್ bbox=[640, 96, 896, 120]
ad-center-panel bbox=[495, 1127, 791, 1279]
guest-name: ಡಾ. ಸಿ. ನಾಗಣ್ಣ bbox=[646, 1357, 688, 1368]
aquarium-body: ತುಮಕೂರು: ನಗರದ ಮಹಾತ್ಮ ಗಾಂಧಿ ಜಿಲ್ಲಾ ಕ್ರೀಡಾಂಗಣದ ಸಮೀಪ ಮೀನುಗಾರಿಕೆ ಇಲಾಖೆಯಿಂದ ನಿರ್ಮಾಣ ಮಾಡಲಾಗುತ್ತಿರುವ ಮತ್ಸ್ಯಾಲಯಕ್ಕೆ ಶಾಲಾ ಮಕ್ಕಳಿಗೆ ಉಚಿತ ಪ್ರವೇಶ ಕಲ್ಪಿಸಲಾಗುವುದು ಎಂದು ಜಿಲ್ಲಾ ಮೀನುಗಾರಿಕೆ ಇಲಾಖೆ ಉಪನಿರ್ದೇಶಕರು ತಿಳಿಸಿದರು. ಮಕ್ಕಳಲ್ಲಿ ಜಲಚರಗಳ ಬಗ್ಗೆ ಅರಿವು ಮೂಡಿಸಲು 38 ಅಕ್ವೇರಿಯಂಗಳು ಇಲ್ಲಿರಲಿವೆ, ವಿವಿಧ ಬಗೆಯ ಅಲಂಕಾರಿಕ ಮೀನುಗಳನ್ನು ವೀಕ್ಷಿಸಬಹುದಾಗಿದೆ. ವಿದ್ಯಾರ್ಥಿಗಳ ಶೈಕ್ಷಣಿಕ ಪ್ರವಾಸಕ್ಕೆ ಇದು ಉತ್ತಮ ತಾಣವಾಗಲಿದೆ ಎಂದರು. ಶಾಲಾ ಮಕ್ಕಳಿಗೆ ಉಚಿತ ಪ್ರವೇಶದ ಜೊತೆಗೆ ಮಾಹಿತಿ ನೀಡಲು ಸಿಬ್ಬಂದಿ ವ್ಯವಸ್ಥೆ ಮಾಡಲಾಗುವುದು. ಸಾರ್ವಜನಿಕರು, ರೈತರು, ಗ್ರಾಮಸ್ಥರು ಇದರ ಸದುಪಯೋಗ ಪಡೆದುಕೊಳ್ಳಬೇಕು ಎಂದು ಮನವಿ ಮಾಡಿದರು. bbox=[730, 588, 938, 680]
loka-headline bbox=[258, 778, 478, 813]
ad-place-label: ಸ್ಥಳ: bbox=[859, 1205, 873, 1216]
extension-headline: ಅರ್ಜಿ ಸಲ್ಲಿಸುವ ಅವಧಿ ವಿಸ್ತರಣೆ bbox=[296, 1186, 440, 1202]
farmers-protest-illustration bbox=[191, 161, 441, 297]
shridevi-logo bbox=[499, 1051, 585, 1123]
printer-slug: 17 Page 3 Oct Vp_29 Page 4 June.qxd 16-10-2025 8:06 PM Page 1 bbox=[38, 8, 347, 18]
registration-mark-bottom bbox=[459, 1428, 487, 1445]
main-kicker: ಹುಳಿಯಾರು ಪಪಂ ಮುಂದೆ ರೈತ ಸಂಘದ ಧರಣಿ- 8ನೇ ದಿನಕ್ಕೆ ಹೋರಾಟ bbox=[101, 95, 521, 116]
ad-welcome-ribbon: ಸರ್ವರಿಗೂ ಆದರದ ಸ್ವಾಗತ bbox=[527, 1394, 629, 1411]
ad-footer bbox=[493, 1390, 935, 1415]
guest-column-1 bbox=[493, 1288, 640, 1390]
ad-date-value: 17.10.2025 ಶುಕ್ರವಾರ bbox=[831, 1166, 901, 1176]
band1-bottom-rule bbox=[36, 414, 910, 415]
masthead-logo-left: ವಿಶಾಲ bbox=[36, 58, 94, 85]
masthead bbox=[36, 46, 910, 86]
page-number: 3 bbox=[893, 50, 910, 87]
award-body: ತುಮಕೂರು: ಕರ್ನಾಟಕ ಸರ್ಕಾರವು ಮಕ್ಕಳ ಕಲ್ಯಾಣ ಕ್ಷೇತ್ರದಲ್ಲಿ ಕನಿಷ್ಠ 5 ವರ್ಷಗಳ ಕಾಲ ಅತ್ಯುತ್ತಮ ಸೇವೆ ಸಲ್ಲಿಸಿರುವ ವ್ಯಕ್ತಿಗಳಿಗೆ ತಲಾ 25,000 ರೂ. ಹಾಗೂ ಸಂಸ್ಥೆಗಳಿಗೆ ತಲಾ 1,00,000 ರೂ. ನಗದು ಬಹುಮಾನ ಹಾಗೂ ಪ್ರಶಸ್ತಿ ಪತ್ರ ನೀಡಲು ಅರ್ಹರಿಂದ ನಾಮ ನಿರ್ದೇಶನಗಳನ್ನು ಆಹ್ವಾನಿಸಲಾಗಿದೆ. ಪ್ರಶಸ್ತಿಯನ್ನು ಮಕ್ಕಳ ದಿನಾಚರಣೆಯಂದು ಪ್ರದಾನ ಮಾಡಿ ಗೌರವಿಸಲಾಗುವುದು, ಪ್ರಶಸ್ತಿಗಾಗಿ ನಿಗದಿತ ಅರ್ಜಿ ನಮೂನೆಯನ್ನು ಉಪ ನಿರ್ದೇಶಕರು, ಮಹಿಳಾ ಮತ್ತು ಮಕ್ಕಳ ಅಭಿವೃದ್ಧಿ ಇಲಾಖೆ ಕಚೇರಿಯಿಂದ ಪಡೆದು ಭರ್ತಿ ಮಾಡಿದ ಅರ್ಜಿಯನ್ನು ಸಲ್ಲಿಸಬಹುದು. ಭಾನುವಾರ ಮತ್ತು ಸರ್ಕಾರಿ ರಜಾ ದಿನ ಹೊರತುಪಡಿಸಿ ಅರ್ಜಿ ಸಲ್ಲಿಸಲು ಅವಕಾಶವಿದೆ. ಹೆಚ್ಚಿನ ಮಾಹಿತಿಗಾಗಿ ಜಿಲ್ಲಾ ಮಕ್ಕಳ ರಕ್ಷಣಾ ಘಟಕವನ್ನು ಸಂಪರ್ಕಿಸಬಹುದು. ಧ್ಯೇಯ: ಭಾಗ್ಯಲಕ್ಷ್ಮಿ ಯೋಜನೆಯು 2026-07ನೇ ಸಾಲಿನಲ್ಲಿ ನೋಂದಾಯಿತ 18 ವರ್ಷ ಪೂರ್ಣಗೊಂಡಿರುವ ಫಲಾನುಭವಿಗಳಿಗೆ ಪರಿಪಕ್ವ ಮೊತ್ತ ಪಾವತಿಸಲು ಅರ್ಜಿ ಆಹ್ವಾನಿಸಲಾಗಿದೆ. ಹೆಚ್ಚಿನ ವಿವರಗಳಿಗೆ ಸಮೀಪದ ಅಂಗನವಾಡಿ ಕೇಂದ್ರ ಅಥವಾ ಶಿಶು ಅಭಿವೃದ್ಧಿ ಯೋಜನಾಧಿಕಾರಿ ಕಚೇರಿ ಸಂಪರ್ಕಿಸಲು ಪ್ರಕಟಣೆ ತಿಳಿಸಿದೆ. bbox=[38, 801, 248, 934]
shridevi-advertisement bbox=[488, 1040, 938, 1418]
divider-band1 bbox=[589, 95, 590, 411]
school-headline-line2: ವಿದ್ಯಾರ್ಥಿಗಳ ಸಾಧನೆ bbox=[75, 446, 211, 471]
guest-role: ಶುಭಹಾರೈಕೆಗಳು bbox=[499, 1350, 533, 1358]
divider-band4-left bbox=[254, 1036, 255, 1420]
camp-col-b: ಪಟ್ಟಣದ ಲಯನ್ಸ್ ಭವನದಲ್ಲಿ ಉಚಿತ ಆರೋಗ್ಯ ಶಿಬಿರದ ಅಂಗವಾಗಿ ಪತ್ರಿಕಾ ಗೋಷ್ಠಿಯಲ್ಲಿ ಮಾತನಾಡಿ, ಉಚಿತ ಆರೋಗ್ಯ ಶಿಬಿರ ಕಾರ್ಯಕ್ರಮದ ಉದ್ಘಾಟನೆಯನ್ನು ಕೇಂದ್ರ ಜವಳಿ ಹಾಗೂ ರೈಲ್ವೆ ಖಾತೆ ರಾಜ್ಯ ಸಚಿವ ವಿ. ಸೋಮಣ್ಣ ಉದ್ಘಾಟಿಸಲಿದ್ದಾರೆ. ಶಾಸಕ ಎಂ.ಟಿ.ಕೃಷ್ಣಪ್ಪ ಅಧ್ಯಕ್ಷತೆ ವಹಿಸಲಿದ್ದಾರೆ. ಆದಿಚುಂಚನಗಿರಿ ಮಠದ ಕಾರ್ಯದರ್ಶಿ ಪ್ರಸನ್ನನಾಥ ಸ್ವಾಮೀಜಿ ಸಾನಿಧ್ಯ ವಹಿಸಲಿದ್ದಾರೆ. bbox=[608, 955, 837, 1026]
flourish-icon: ❧ bbox=[828, 1123, 846, 1140]
crop-mark-top-right bbox=[937, 0, 939, 40]
loka-side-text: ಕೊರಟಗೆರೆ: ಈ ಸ್ವತ್ತು ಮಾಡಿಕೊಡಲು ಹಣಕ್ಕೆ ಬೇಡಿಕೆ ಇಟ್ಟಿದ್ದ ಕಾರ್ಯದರ್ಶಿ ಹಾಗೂ ಬಿಲ್ ಕಲೆಕ್ಟರ್ ತುಮಕೂರು bbox=[364, 828, 476, 858]
camp-headline: ನಾಳೆ ಕಣತೂರಿನಲ್ಲಿ ಉಚಿತ ಆರೋಗ್ಯ ಶಿಬಿರ bbox=[560, 778, 868, 803]
